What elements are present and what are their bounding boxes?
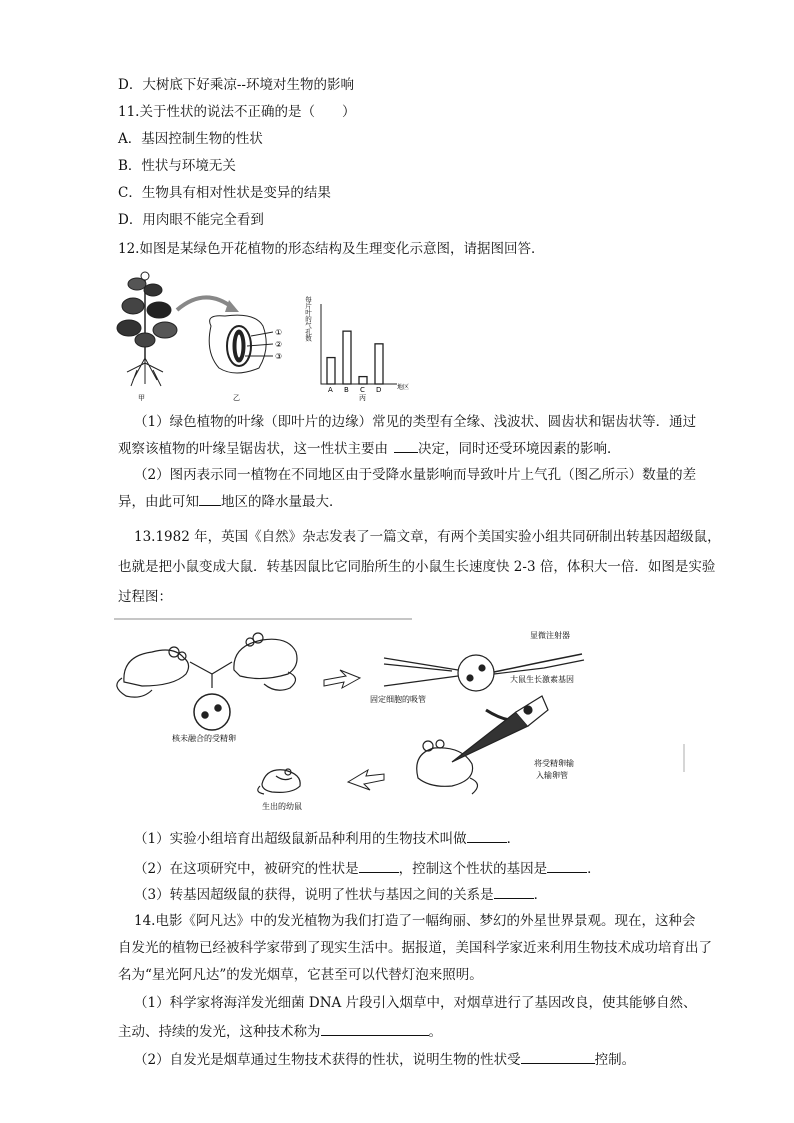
q12-sub2-blank[interactable] bbox=[199, 492, 221, 506]
gene-label: 大鼠生长激素基因 bbox=[510, 675, 574, 684]
q13-sub2 bbox=[134, 859, 601, 878]
q10-option-d: D．大树底下好乘凉--环境对生物的影响 bbox=[118, 77, 354, 93]
q13-sub3-text-a: （3）转基因超级鼠的获得，说明了性状与基因之间的关系是 bbox=[134, 887, 494, 903]
q11-option-c: C．生物具有相对性状是变异的结果 bbox=[118, 185, 331, 201]
q14-line2: 自发光的植物已经被科学家带到了现实生活中。据报道，美国科学家近来利用生物技术成功培育出了 bbox=[118, 940, 712, 956]
q14-sub1-line2 bbox=[118, 1022, 442, 1041]
stomata-bar-chart bbox=[321, 304, 397, 394]
arrow-icon bbox=[177, 297, 233, 310]
q14-line3: 名为“星光阿凡达”的发光烟草，它甚至可以代替灯泡来照明。 bbox=[118, 967, 483, 983]
microinjection-illustration bbox=[384, 654, 584, 691]
stoma-illustration bbox=[209, 315, 273, 373]
chart-ylabel: 每片叶的气孔数 bbox=[304, 296, 312, 342]
q13-figure bbox=[112, 616, 724, 822]
q12-sub2-line1: （2）图丙表示同一植物在不同地区由于受降水量影响而导致叶片上气孔（图乙所示）数量的差 bbox=[134, 467, 697, 483]
q13-sub2-text-c: ． bbox=[587, 861, 601, 877]
q13-sub2-blank-2[interactable] bbox=[547, 859, 587, 873]
q13-sub1 bbox=[134, 829, 520, 848]
zygote-label: 核未融合的受精卵 bbox=[172, 734, 236, 743]
chart-xlabel: 地区 bbox=[397, 384, 410, 391]
stoma-label-1: ① bbox=[275, 328, 283, 337]
q14-sub2-blank[interactable] bbox=[521, 1050, 595, 1064]
chart-tick-c: C bbox=[360, 386, 365, 394]
chart-bar-d bbox=[375, 344, 383, 384]
q12-sub1-text-a: 观察该植物的叶缘呈锯齿状，这一性状主要由 bbox=[118, 441, 388, 457]
zygote-cell bbox=[194, 694, 230, 730]
chart-bar-a bbox=[327, 358, 335, 384]
left-arrow-icon bbox=[348, 770, 384, 790]
q13-sub3-text-b: ． bbox=[533, 887, 548, 903]
chart-tick-b: B bbox=[344, 386, 349, 394]
q12-sub1-blank[interactable] bbox=[394, 439, 418, 453]
label-bing: 丙 bbox=[359, 394, 366, 402]
q12-figure bbox=[115, 268, 445, 404]
q12-stem: 12.如图是某绿色开花植物的形态结构及生理变化示意图，请据图回答． bbox=[118, 241, 545, 257]
label-jia: 甲 bbox=[138, 394, 145, 402]
parent-mice bbox=[117, 633, 297, 697]
q12-sub1-text-b: 决定，同时还受环境因素的影响． bbox=[418, 441, 621, 457]
stoma-label-3: ③ bbox=[275, 352, 283, 361]
q13-sub1-blank[interactable] bbox=[467, 829, 507, 843]
stoma-label-2: ② bbox=[275, 340, 283, 349]
chart-bar-b bbox=[343, 331, 351, 384]
q14-sub2-text-a: （2）自发光是烟草通过生物技术获得的性状，说明生物的性状受 bbox=[134, 1052, 521, 1068]
q13-sub1-text-b: ． bbox=[506, 831, 521, 847]
recipient-mouse bbox=[417, 696, 548, 794]
q13-sub3 bbox=[134, 885, 547, 904]
q11-option-b: B．性状与环境无关 bbox=[118, 158, 236, 174]
plant-illustration bbox=[117, 272, 177, 386]
pups-label: 生出的幼鼠 bbox=[262, 802, 302, 811]
q14-sub1-blank[interactable] bbox=[321, 1022, 429, 1036]
q12-sub1-line2 bbox=[118, 439, 621, 458]
q14-sub1-text-a: 主动、持续的发光，这种技术称为 bbox=[118, 1024, 321, 1040]
q13-sub2-blank-1[interactable] bbox=[359, 859, 399, 873]
label-yi: 乙 bbox=[233, 394, 240, 402]
q13-sub2-text-a: （2）在这项研究中，被研究的性状是 bbox=[134, 861, 359, 877]
q14-sub2 bbox=[134, 1050, 635, 1069]
right-arrow-icon bbox=[324, 670, 360, 688]
q12-sub2-text-a: 异，由此可知 bbox=[118, 494, 199, 510]
q14-line1: 14.电影《阿凡达》中的发光植物为我们打造了一幅绚丽、梦幻的外星世界景观。现在，这种会 bbox=[134, 913, 696, 929]
oviduct-label-2: 入输卵管 bbox=[536, 771, 568, 780]
q14-sub1-text-b: 。 bbox=[428, 1024, 442, 1040]
q14-sub2-text-b: 控制。 bbox=[594, 1052, 636, 1068]
q13-sub2-text-b: ，控制这个性状的基因是 bbox=[398, 861, 548, 877]
pipette-label: 固定细胞的吸管 bbox=[370, 695, 426, 704]
oviduct-label-1: 将受精卵输 bbox=[534, 759, 574, 768]
q13-line2: 也就是把小鼠变成大鼠．转基因鼠比它同胎所生的小鼠生长速度快 2-3 倍，体积大一倍．如图是实验 bbox=[118, 559, 716, 575]
q12-sub2-line2 bbox=[118, 492, 343, 511]
chart-tick-d: D bbox=[376, 386, 382, 394]
q12-sub1-line1: （1）绿色植物的叶缘（即叶片的边缘）常见的类型有全缘、浅波状、圆齿状和锯齿状等．通过 bbox=[134, 414, 697, 430]
q13-sub1-text-a: （1）实验小组培育出超级鼠新品种利用的生物技术叫做 bbox=[134, 831, 467, 847]
q14-sub1-line1: （1）科学家将海洋发光细菌 DNA 片段引入烟草中，对烟草进行了基因改良，使其能够自然、 bbox=[134, 995, 697, 1011]
q13-sub3-blank[interactable] bbox=[494, 885, 534, 899]
q12-sub2-text-b: 地区的降水量最大． bbox=[221, 494, 343, 510]
q11-stem: 11.关于性状的说法不正确的是（ ） bbox=[118, 104, 356, 120]
microinjector-label: 显微注射器 bbox=[530, 631, 570, 640]
q11-option-d: D．用肉眼不能完全看到 bbox=[118, 212, 264, 228]
q13-line1: 13.1982 年，英国《自然》杂志发表了一篇文章，有两个美国实验小组共同研制出转基因超级鼠， bbox=[134, 529, 721, 545]
chart-tick-a: A bbox=[328, 386, 333, 394]
q11-option-a: A．基因控制生物的性状 bbox=[118, 131, 263, 147]
q13-line3: 过程图： bbox=[118, 589, 172, 605]
chart-bar-c bbox=[359, 377, 367, 384]
pups-illustration bbox=[258, 769, 300, 794]
